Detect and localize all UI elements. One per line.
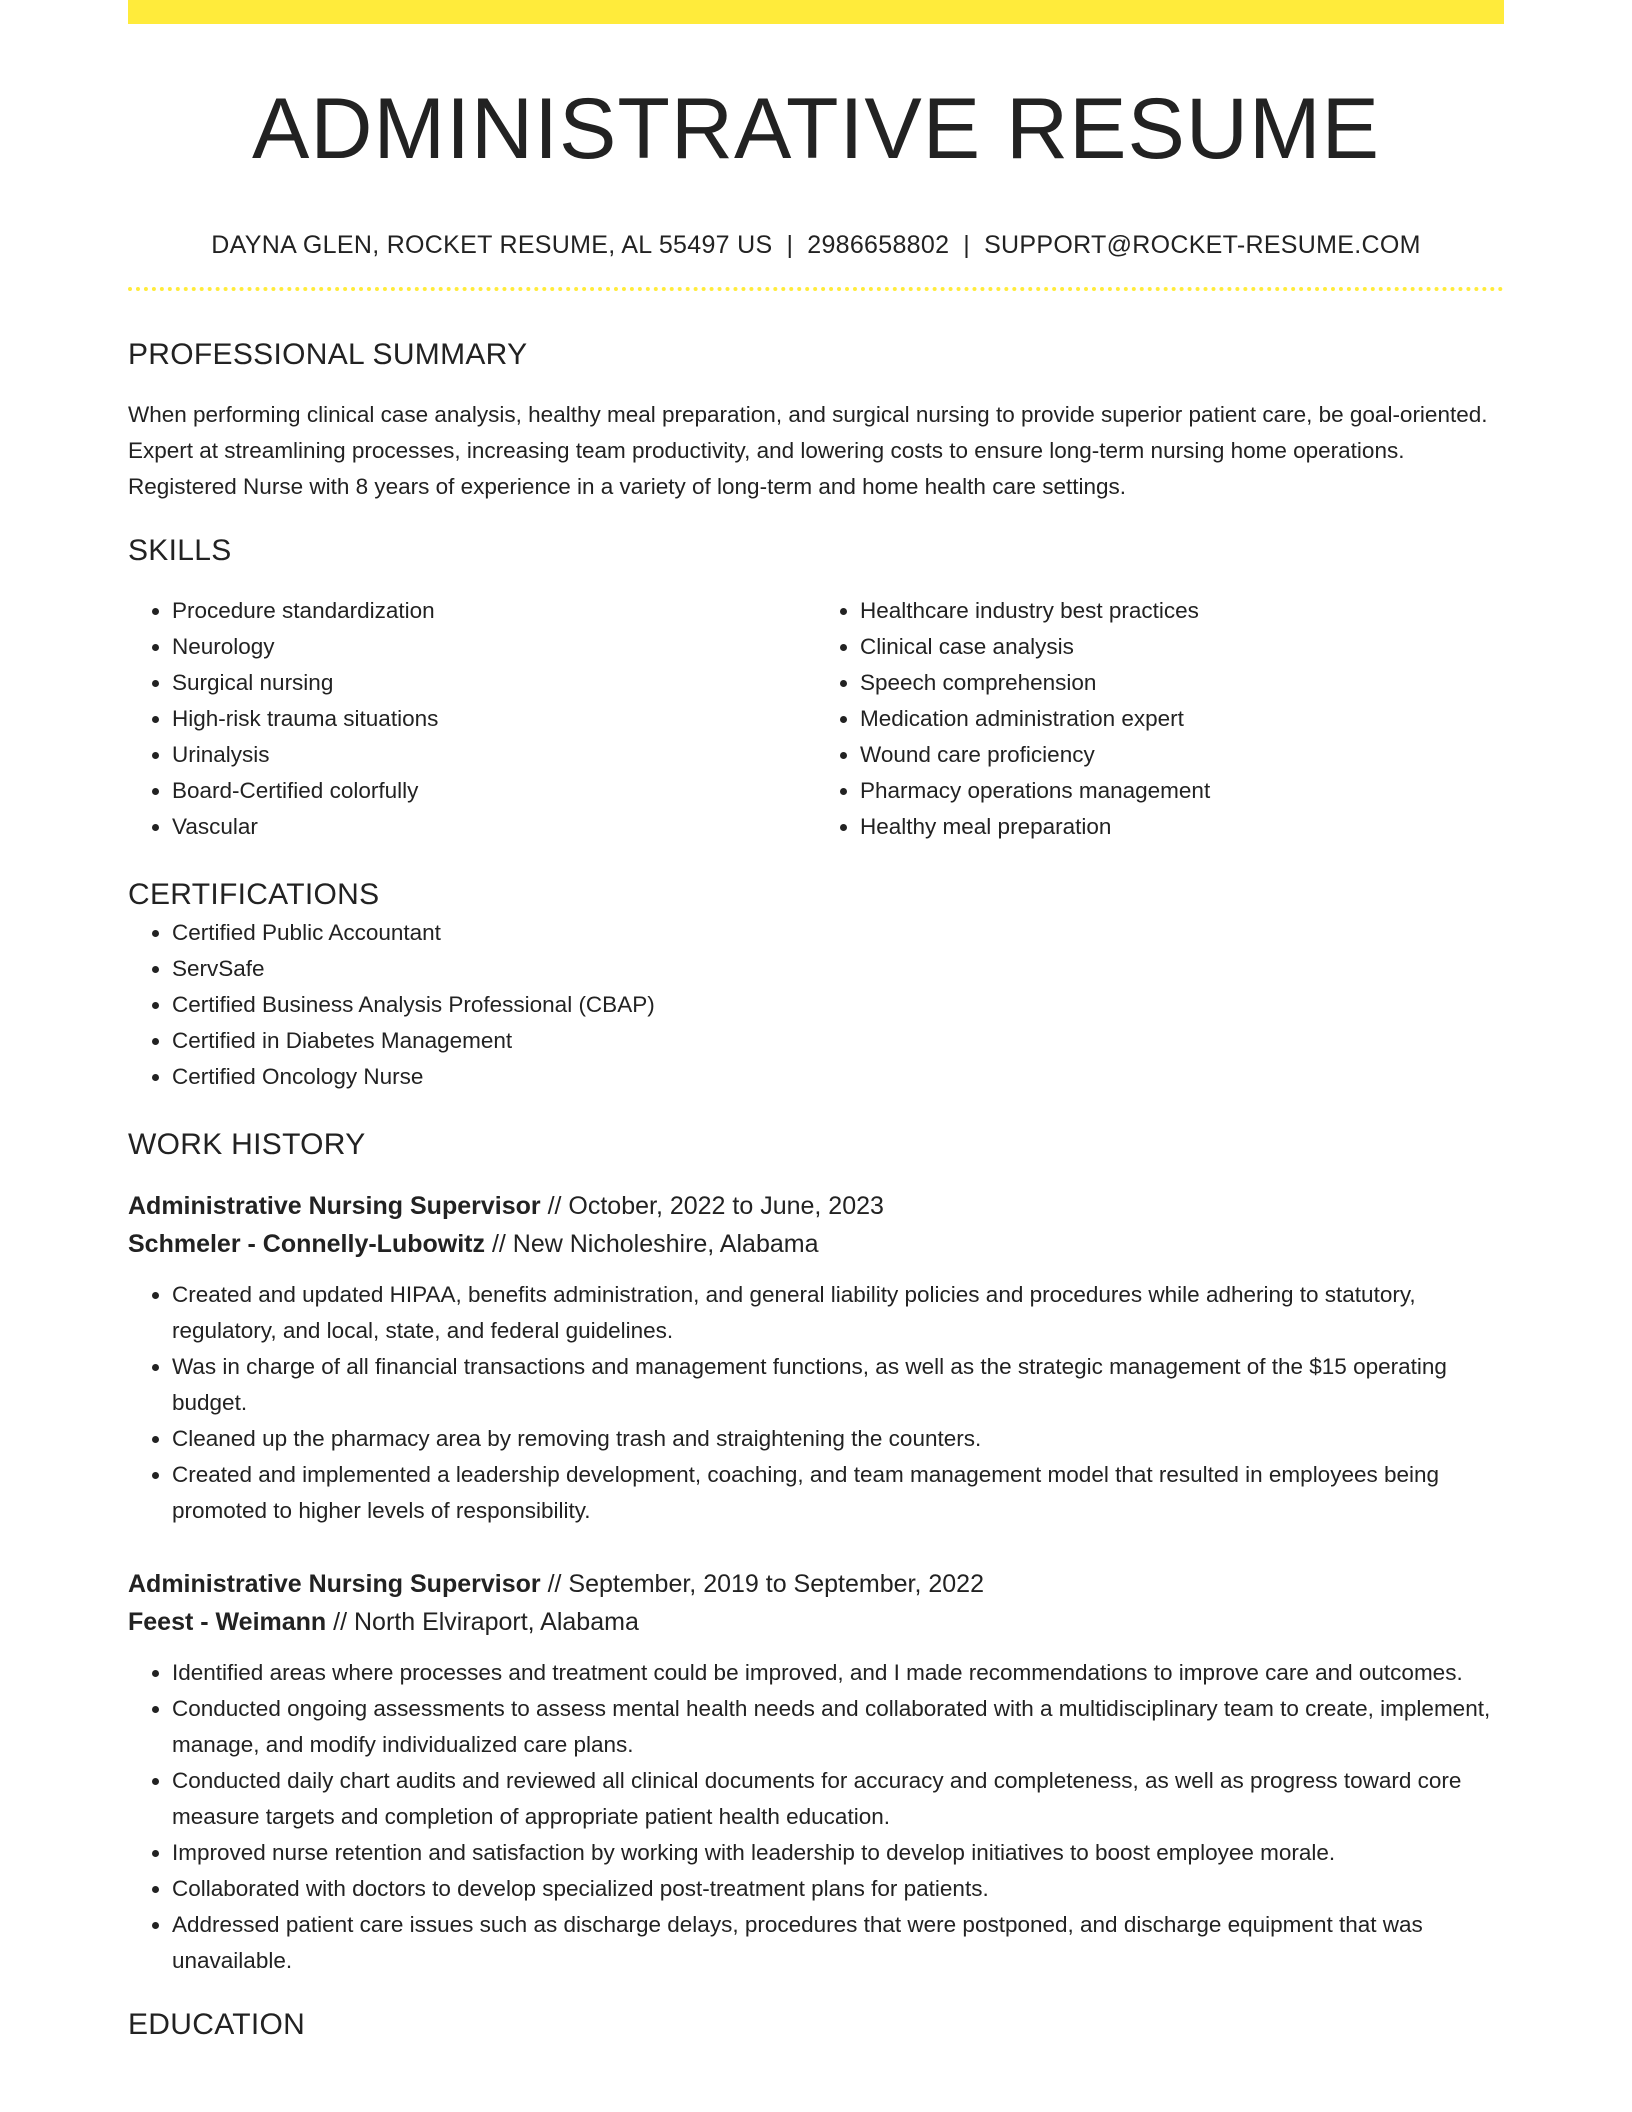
job-company-line [128, 1225, 1504, 1263]
job-entry [128, 1187, 1504, 1529]
job-location: // North Elviraport, Alabama [333, 1608, 639, 1636]
skills-left-list [128, 593, 816, 845]
job-dates: // September, 2019 to September, 2022 [547, 1570, 984, 1598]
skill-item: • Surgical nursing [172, 665, 816, 701]
contact-line [128, 229, 1504, 261]
contact-address: DAYNA GLEN, ROCKET RESUME, AL 55497 US [211, 231, 773, 259]
skill-item: • Medication administration expert [860, 701, 1504, 737]
skills-heading: SKILLS [128, 534, 232, 567]
skill-item: • Pharmacy operations management [860, 773, 1504, 809]
header-divider [128, 287, 1504, 291]
job-title-line [128, 1187, 1504, 1225]
skills-columns [128, 593, 1504, 845]
job-duties-list [128, 1277, 1504, 1529]
skill-item: • Clinical case analysis [860, 629, 1504, 665]
skill-item: • Neurology [172, 629, 816, 665]
job-title-line [128, 1565, 1504, 1603]
job-duty: • Conducted ongoing assessments to assess mental health needs and collaborated with a multidisciplinary team to create, implement, manage, and modify individualized care plans. [172, 1691, 1504, 1763]
job-company: Feest - Weimann [128, 1608, 327, 1636]
job-entry [128, 1565, 1504, 1979]
job-duty: • Collaborated with doctors to develop specialized post-treatment plans for patients. [172, 1871, 1504, 1907]
certification-item: • Certified Public Accountant [172, 915, 1504, 951]
job-location: // New Nicholeshire, Alabama [491, 1230, 819, 1258]
certification-item: • Certified in Diabetes Management [172, 1023, 1504, 1059]
job-duty: • Created and updated HIPAA, benefits administration, and general liability policies and procedures while adhering to statutory, regulatory, and local, state, and federal guidelines. [172, 1277, 1504, 1349]
skill-item: • Healthy meal preparation [860, 809, 1504, 845]
skill-item: • Urinalysis [172, 737, 816, 773]
resume-page [128, 0, 1504, 2045]
skills-right-list [816, 593, 1504, 845]
certification-item: • Certified Oncology Nurse [172, 1059, 1504, 1095]
skill-item: • Board-Certified colorfully [172, 773, 816, 809]
contact-email: SUPPORT@ROCKET-RESUME.COM [984, 231, 1421, 259]
resume-title: ADMINISTRATIVE RESUME [252, 81, 1380, 177]
contact-phone: 2986658802 [807, 231, 950, 259]
certifications-list [128, 915, 1504, 1095]
job-duty: • Addressed patient care issues such as discharge delays, procedures that were postponed, and discharge equipment that was unavailable. [172, 1907, 1504, 1979]
work-history-heading: WORK HISTORY [128, 1128, 366, 1161]
summary-text: When performing clinical case analysis, healthy meal preparation, and surgical nursing to provide superior patient care, be goal-oriented. Expert at streamlining processes, increasing team productivity, and lowering costs to ensure long-term nursing home operations. Registered Nurse with 8 years of experience in a variety of long-term and home health care settings. [128, 402, 1488, 499]
job-duties-list [128, 1655, 1504, 1979]
certification-item: • ServSafe [172, 951, 1504, 987]
job-duty: • Was in charge of all financial transactions and management functions, as well as the strategic management of the $15 operating budget. [172, 1349, 1504, 1421]
skill-item: • Healthcare industry best practices [860, 593, 1504, 629]
job-title: Administrative Nursing Supervisor [128, 1192, 541, 1220]
skill-item: • Procedure standardization [172, 593, 816, 629]
top-accent-bar [128, 0, 1504, 24]
job-dates: // October, 2022 to June, 2023 [547, 1192, 884, 1220]
certification-item: • Certified Business Analysis Professional (CBAP) [172, 987, 1504, 1023]
skill-item: • Vascular [172, 809, 816, 845]
contact-separator: | [963, 231, 971, 259]
job-duty: • Conducted daily chart audits and reviewed all clinical documents for accuracy and completeness, as well as progress toward core measure targets and completion of appropriate patient health education. [172, 1763, 1504, 1835]
summary-heading: PROFESSIONAL SUMMARY [128, 338, 528, 371]
skill-item: • Speech comprehension [860, 665, 1504, 701]
skill-item: • Wound care proficiency [860, 737, 1504, 773]
job-title: Administrative Nursing Supervisor [128, 1570, 541, 1598]
job-duty: • Cleaned up the pharmacy area by removing trash and straightening the counters. [172, 1421, 1504, 1457]
education-heading: EDUCATION [128, 2008, 306, 2041]
job-company-line [128, 1603, 1504, 1641]
skill-item: • High-risk trauma situations [172, 701, 816, 737]
job-duty: • Improved nurse retention and satisfaction by working with leadership to develop initiatives to boost employee morale. [172, 1835, 1504, 1871]
certifications-heading: CERTIFICATIONS [128, 878, 380, 911]
job-duty: • Created and implemented a leadership development, coaching, and team management model that resulted in employees being promoted to higher levels of responsibility. [172, 1457, 1504, 1529]
job-company: Schmeler - Connelly-Lubowitz [128, 1230, 485, 1258]
job-duty: • Identified areas where processes and treatment could be improved, and I made recommendations to improve care and outcomes. [172, 1655, 1504, 1691]
contact-separator: | [786, 231, 794, 259]
